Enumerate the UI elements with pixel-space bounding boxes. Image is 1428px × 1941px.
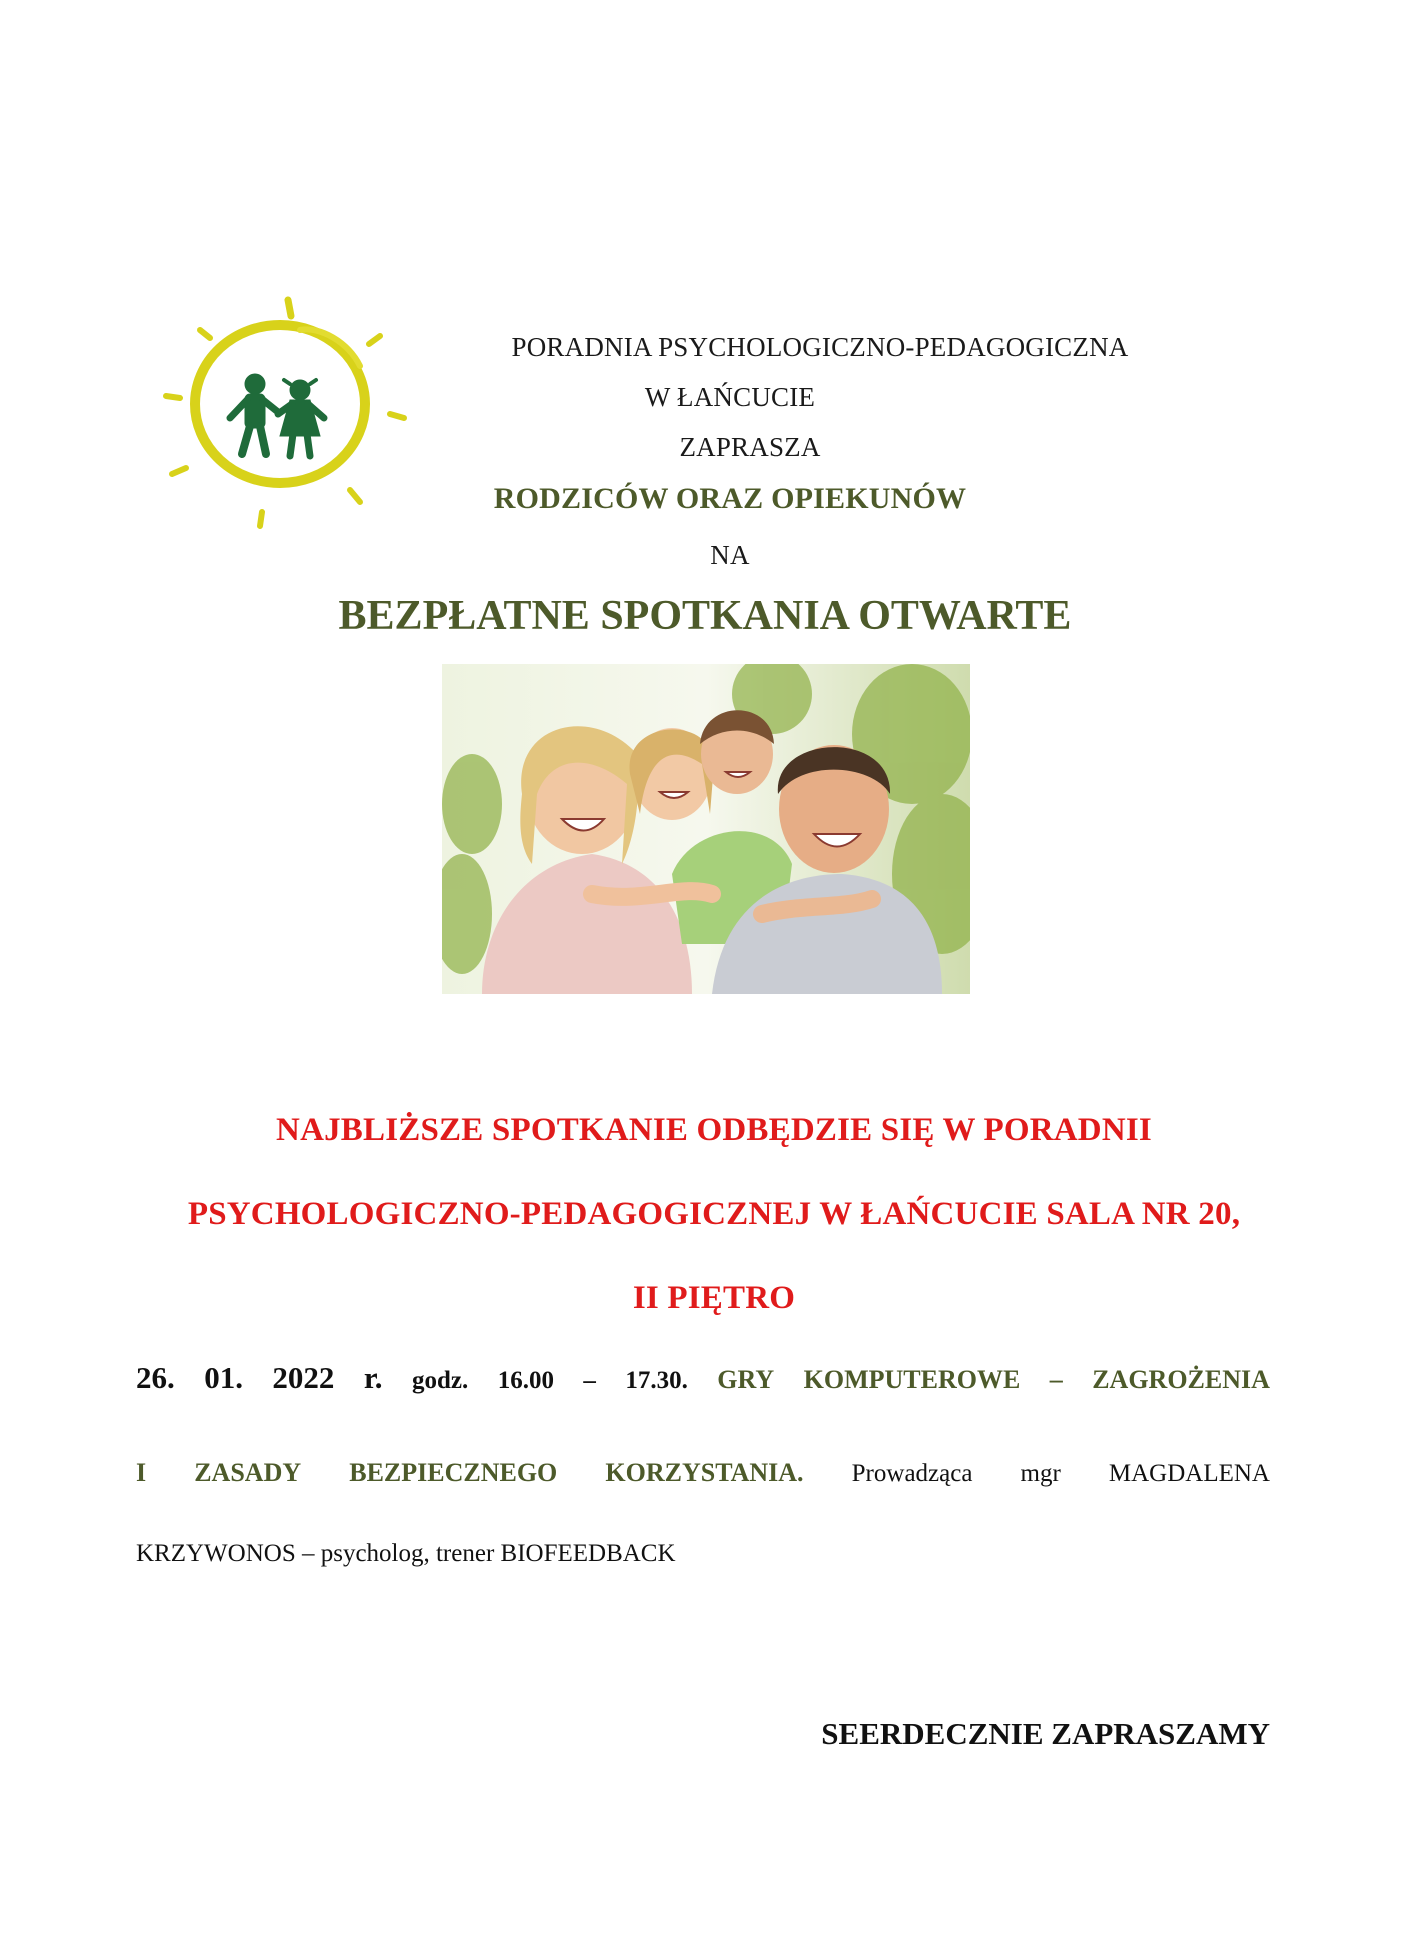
topic2-word-2: ZASADY — [194, 1458, 302, 1487]
institution-city: W ŁAŃCUCIE — [644, 382, 816, 412]
announcement-line-3: II PIĘTRO — [632, 1280, 796, 1316]
event-details-line-2 — [136, 1458, 1270, 1488]
event-month: 01. — [204, 1360, 243, 1395]
lead-word-1: Prowadząca — [851, 1460, 973, 1487]
event-dash: – — [583, 1367, 596, 1394]
event-end-time: 17.30. — [625, 1367, 688, 1394]
event-year: 2022 — [272, 1360, 335, 1395]
closing-text: SEERDECZNIE ZAPRASZAMY — [821, 1716, 1270, 1751]
institution-name: PORADNIA PSYCHOLOGICZNO-PEDAGOGICZNA — [511, 332, 1129, 362]
topic2-word-1: I — [136, 1458, 147, 1487]
lead-word-2: mgr — [1020, 1460, 1061, 1487]
audience-heading: RODZICÓW ORAZ OPIEKUNÓW — [493, 482, 967, 515]
event-start-time: 16.00 — [497, 1367, 554, 1394]
family-photo — [442, 664, 970, 994]
event-day: 26. — [136, 1360, 175, 1395]
event-details-line-1 — [136, 1360, 1270, 1396]
topic-word-1: GRY — [717, 1365, 775, 1394]
announcement-line-2: PSYCHOLOGICZNO-PEDAGOGICZNEJ W ŁAŃCUCIE SALA NR 20, — [187, 1196, 1241, 1232]
event-details-line-3: KRZYWONOS – psycholog, trener BIOFEEDBACK — [136, 1540, 676, 1567]
poradnia-logo — [150, 286, 420, 546]
topic-dash: – — [1049, 1365, 1063, 1394]
na-text: NA — [710, 540, 750, 570]
topic-word-3: ZAGROŻENIA — [1092, 1365, 1270, 1394]
topic-word-2: KOMPUTEROWE — [803, 1365, 1021, 1394]
page-title: BEZPŁATNE SPOTKANIA OTWARTE — [338, 593, 1072, 639]
topic2-word-4: KORZYSTANIA. — [605, 1458, 804, 1487]
event-godz: godz. — [411, 1367, 469, 1394]
invites-text: ZAPRASZA — [679, 432, 821, 462]
event-r: r. — [363, 1360, 383, 1395]
lead-word-3: MAGDALENA — [1108, 1460, 1270, 1487]
announcement-line-1: NAJBLIŻSZE SPOTKANIE ODBĘDZIE SIĘ W PORADNII — [276, 1112, 1152, 1148]
topic2-word-3: BEZPIECZNEGO — [349, 1458, 558, 1487]
